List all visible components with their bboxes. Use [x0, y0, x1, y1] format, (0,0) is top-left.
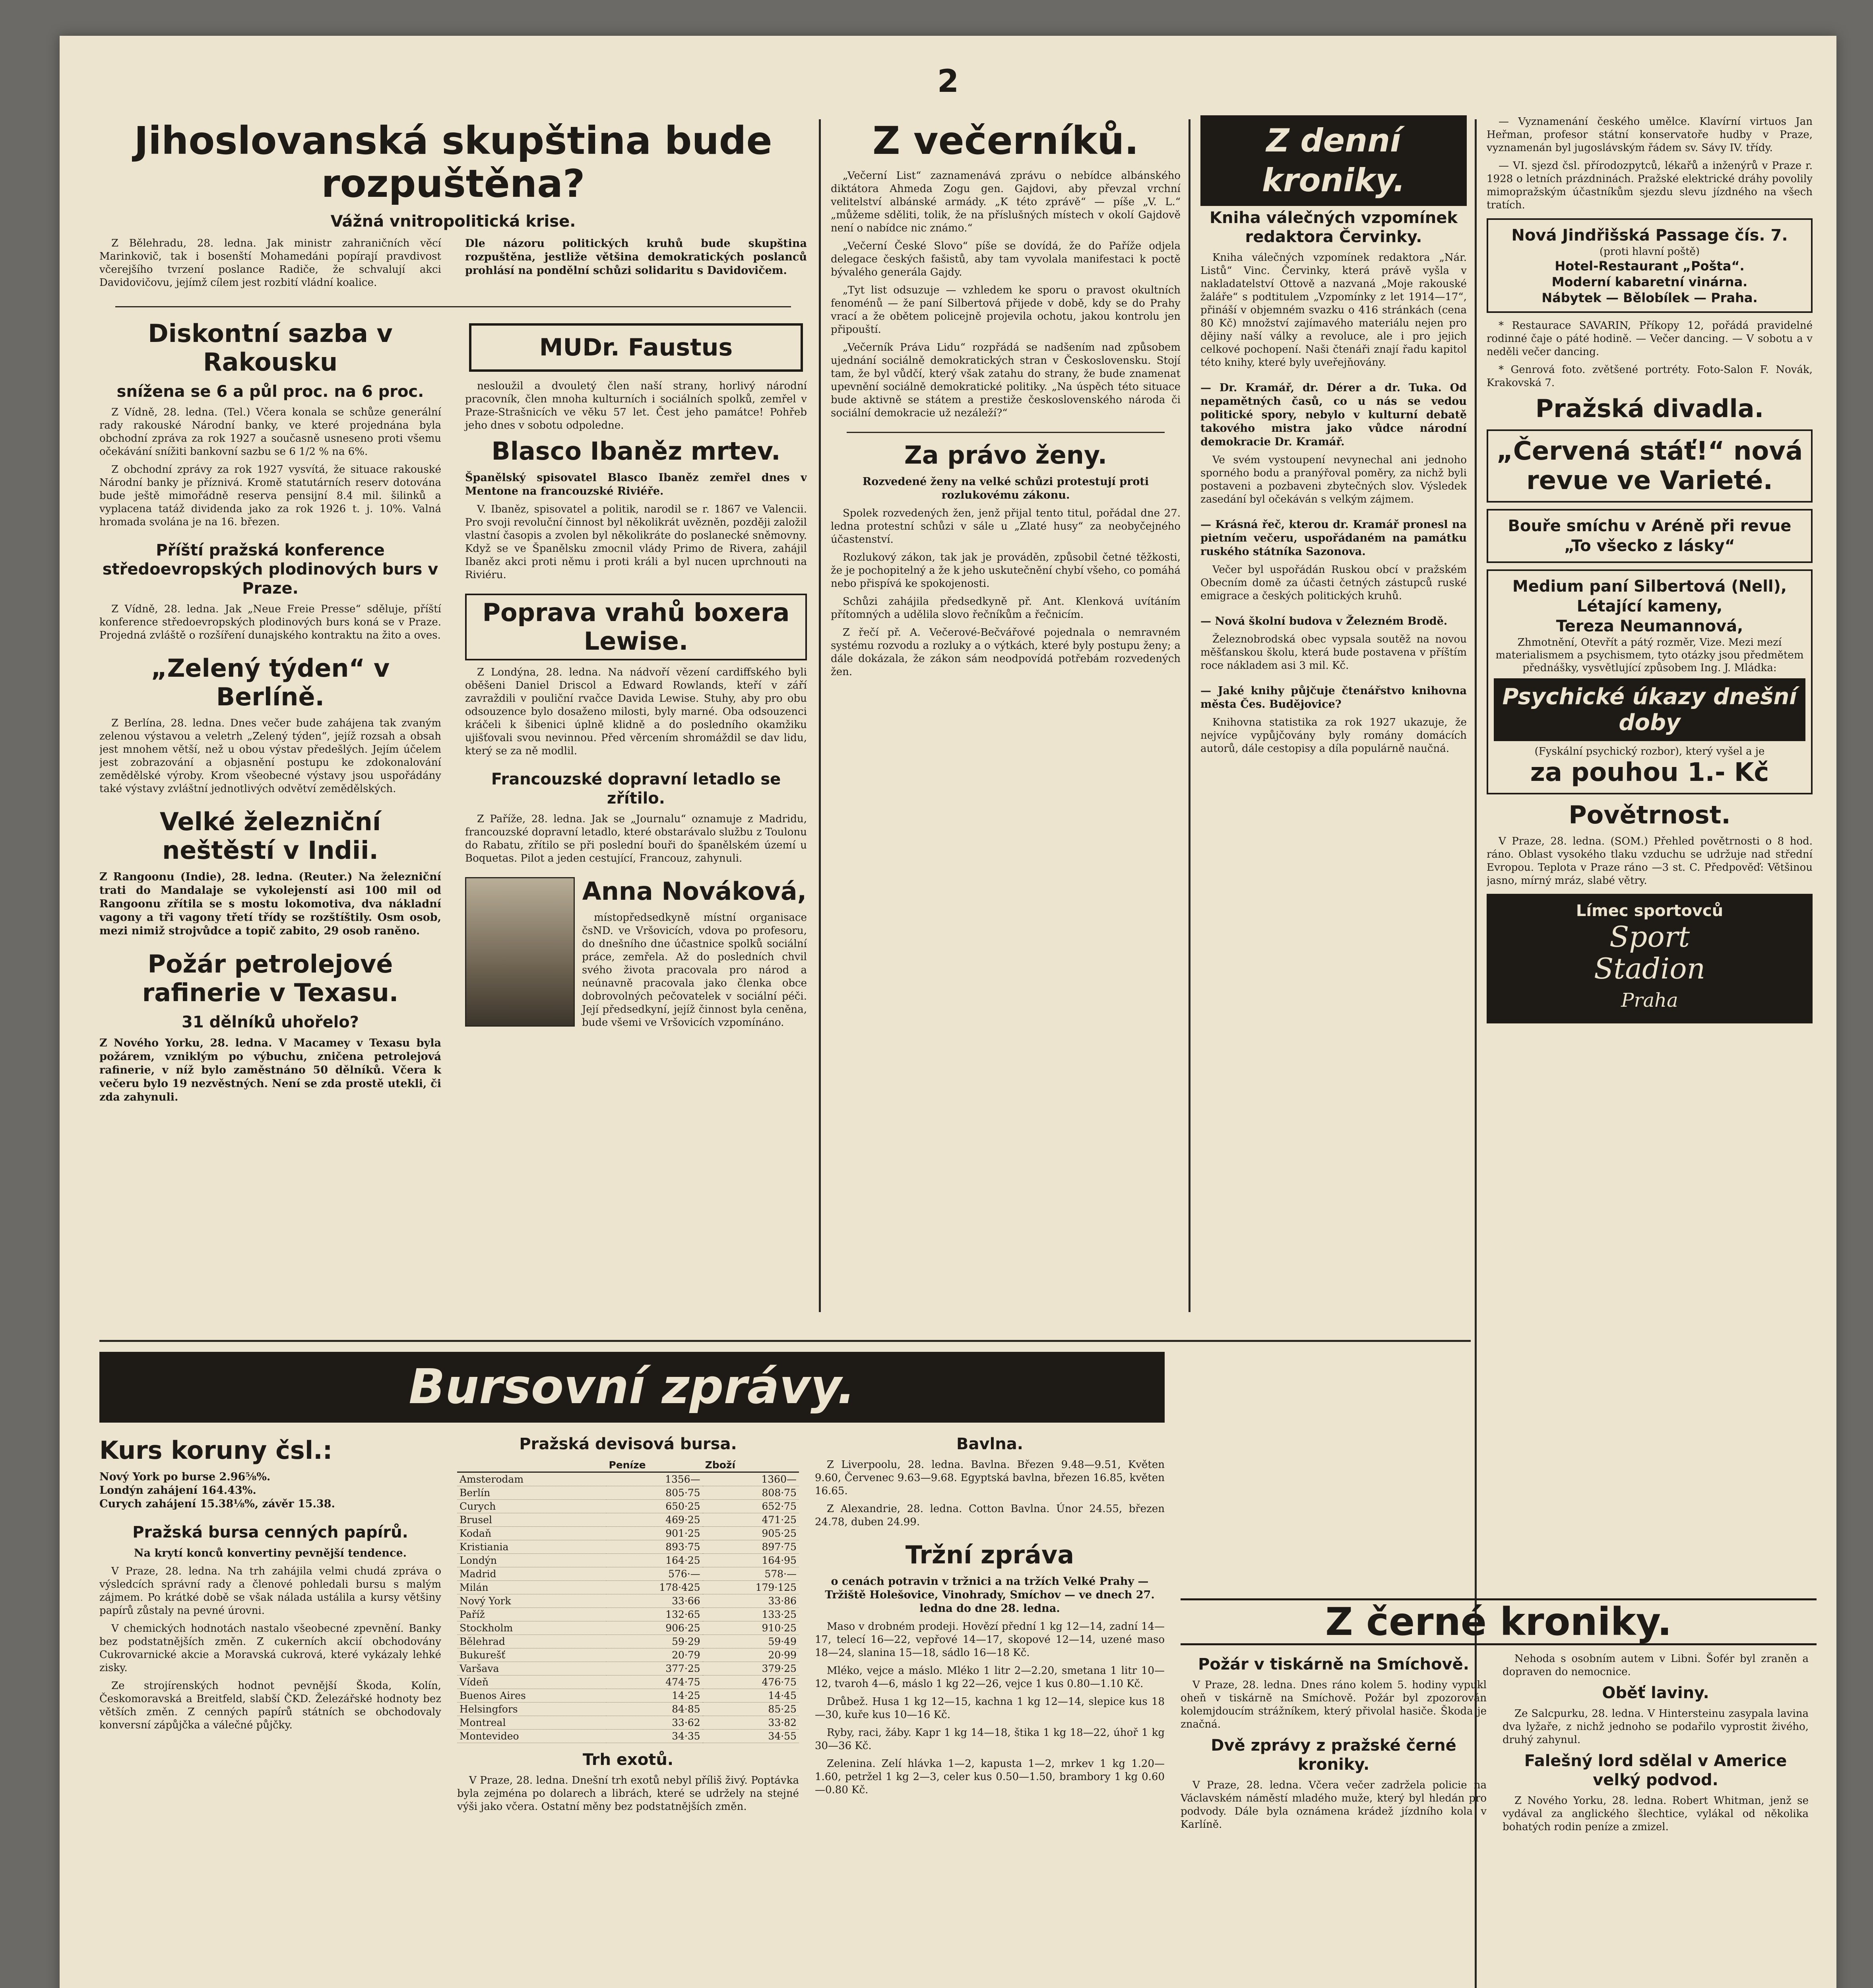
paragraph: Maso v drobném prodeji. Hovězí přední 1 kg 12—14, zadní 14—17, telecí 16—22, vepřové 14—17, skopové 12—14, uzené maso 18—24, slanina 15—18, sádlo 16—18 Kč. [815, 1621, 1165, 1659]
currency-name: Helsingfors [457, 1703, 606, 1716]
cerna-col-1 [1181, 1652, 1487, 1836]
paragraph: V Praze, 28. ledna. Dnešní trh exotů nebyl příliš živý. Poptávka byla zejména po dolarech a librách, které se udržely na stejné výši jako včera. Ostatní měny bez podstatnějších změn. [457, 1774, 799, 1813]
paragraph: Rozlukový zákon, tak jak je prováděn, způsobil četné těžkosti, že je pochopitelný a že k jeho uskutečnění chybí všeho, co pomáhá nebo přispívá ke spokojenosti. [831, 551, 1181, 590]
table-row [457, 1567, 799, 1581]
currency-name: Madrid [457, 1567, 606, 1581]
table-row [457, 1594, 799, 1608]
paragraph: Schůzi zahájila předsedkyně př. Ant. Klenková uvítáním přítomných a udělila slovo řečníkům a řečnicím. [831, 596, 1181, 621]
rate-cell: 471·25 [703, 1513, 799, 1527]
article-pamatka [1200, 518, 1467, 603]
paragraph: „Večerní List“ zaznamenává zprávu o nebídce albánského diktátora Ahmeda Zogu gen. Gajdovi, aby převzal vrchní velitelství albánské armády. „K této zprávě“ — píše „V. L.“ „můžeme sděliti, tolik, že na příslušných místech v okolí Gajdově není o nabídce nic známo.“ [831, 170, 1181, 234]
paragraph: Železnobrodská obec vypsala soutěž na novou měšťanskou školu, která bude postavena v příštím roce nákladem asi 3 mil. Kč. [1200, 633, 1467, 672]
article-bavlna [815, 1435, 1165, 1529]
currency-name: Paříž [457, 1608, 606, 1621]
paragraph: * Genrová foto. zvětšené portréty. Foto-Salon F. Novák, Krakovská 7. [1487, 364, 1813, 389]
article-novakova [465, 877, 807, 1029]
section-banner: Bursovní zprávy. [99, 1352, 1165, 1423]
rate-cell: 164·95 [703, 1554, 799, 1567]
paragraph: Ve svém vystoupení nevynechal ani jednoho sporného bodu a pranýřoval poměry, za nichž byli postaveni a pozbaveni zbytečných slov. Výsledek zasedání byl očekáván s velkým zájmem. [1200, 454, 1467, 505]
paragraph: Ze Salcpurku, 28. ledna. V Hintersteinu zasypala lavina dva lyžaře, z nichž jednoho se podařilo vyprostit živého, druhý zahynul. [1503, 1708, 1809, 1746]
article-citarna [1200, 684, 1467, 755]
headline: Kniha válečných vzpomínek redaktora Červinky. [1210, 209, 1458, 246]
paragraph: * Restaurace SAVARIN, Příkopy 12, pořádá pravidelné rodinné čaje o páté hodině. — Večer dancing. — V sobotu a v neděli večer dancing. [1487, 320, 1813, 358]
ad-title: Nová Jindřišská Passage čís. 7. [1511, 226, 1788, 245]
lead-wrap [99, 237, 441, 294]
article-vecernik [831, 119, 1181, 420]
headline: Oběť laviny. [1602, 1684, 1709, 1702]
paragraph: Z Berlína, 28. ledna. Dnes večer bude zahájena tak zvaným zelenou výstavou a veletrh „Zelený týden“, jejíž rozsah a obsah jest mnohem větší, než u obou výstav předešlých. Jejím účelem jest zobrazování a objasnění postupu ke zdokonalování zemědělské výroby. Krom všeobecné výstavy jsou uspořádány také výstavy zvláštní jednotlivých odvětví zemědělských. [99, 717, 441, 795]
ad-line: Tereza Neumannová, [1556, 617, 1743, 635]
paragraph: — Krásná řeč, kterou dr. Kramář pronesl na pietním večeru, uspořádaném na památku ruského státníka Sazonova. [1200, 518, 1467, 558]
paragraph: Drůbež. Husa 1 kg 12—15, kachna 1 kg 12—14, slepice kus 18—30, kuře kus 10—16 Kč. [815, 1696, 1165, 1721]
headline: Z večerníků. [873, 118, 1139, 163]
article-konference [99, 541, 441, 642]
currency-name: Varšava [457, 1662, 606, 1675]
ad-line: Hotel-Restaurant „Pošta“. [1555, 258, 1745, 274]
currency-name: Vídeň [457, 1675, 606, 1689]
ad-highlight: Psychické úkazy dnešní doby [1494, 678, 1805, 741]
paragraph: Mléko, vejce a máslo. Mléko 1 litr 2—2.20, smetana 1 litr 10—12, tvaroh 4—6, máslo 1 kg 22—26, vejce 1 kus 0.80—1.10 Kč. [815, 1665, 1165, 1690]
table-row [457, 1540, 799, 1554]
rate-cell: 476·75 [703, 1675, 799, 1689]
paragraph: Spolek rozvedených žen, jenž přijal tento titul, pořádal dne 27. ledna protestní schůzi v sále u „Zlaté husy“ za neobyčejného účastenství. [831, 507, 1181, 546]
headline: Pražská devisová bursa. [519, 1435, 737, 1453]
article-koruna [99, 1436, 441, 1511]
rate-cell: 84·85 [606, 1703, 702, 1716]
headline: Kurs koruny čsl.: [99, 1436, 333, 1465]
subheadline: 31 dělníků uhořelo? [182, 1013, 359, 1031]
bursa-section [99, 1352, 1165, 1988]
headline: Pražská bursa cenných papírů. [132, 1523, 408, 1541]
rate-cell: 808·75 [703, 1486, 799, 1500]
table-row [457, 1716, 799, 1730]
rate-cell: 1356— [606, 1472, 702, 1486]
ad-line: Límec sportovců [1576, 902, 1724, 920]
rate-cell: 14·45 [703, 1689, 799, 1703]
paragraph: Zelenina. Zelí hlávka 1—2, kapusta 1—2, mrkev 1 kg 1.20—1.60, petržel 1 kg 2—3, celer kus 0.50—1.50, brambory 1 kg 0.60—0.80 Kč. [815, 1758, 1165, 1796]
subheadline: snížena se 6 a půl proc. na 6 proc. [116, 382, 424, 401]
ad-script: Stadion [1594, 952, 1706, 985]
ad-text: Bouře smíchu v Aréně při revue „To všecko z lásky“ [1508, 517, 1792, 555]
rate-cell: 893·75 [606, 1540, 702, 1554]
newspaper-page [60, 36, 1836, 1988]
ad-subtitle: (proti hlavní poště) [1599, 246, 1700, 258]
paragraph: Z řečí př. A. Večerové-Bečvářové pojednala o nemravném systému rozvodu a rozluky a o výtkách, které byly postupu ženy; a dále dokázala, že zákon sám neodpovídá potřebám rozvedených žen. [831, 627, 1181, 678]
paragraph: V Praze, 28. ledna. (SOM.) Přehled povětrnosti o 8 hod. ráno. Oblast vysokého tlaku vzduchu se udržuje nad střední Evropou. Teplota v Praze ráno —3 st. C. Předpověď: Většinou jasno, mírný mráz, slabé větry. [1487, 835, 1813, 887]
currency-name: Berlín [457, 1486, 606, 1500]
headline: Pražská divadla. [1535, 394, 1764, 423]
ad-script: Praha [1621, 989, 1678, 1011]
table-row [457, 1675, 799, 1689]
ad-line: Moderní kabaretní vinárna. [1551, 274, 1748, 289]
table-row [457, 1527, 799, 1540]
table-row [457, 1703, 799, 1716]
headline: Velké železniční neštěstí v Indii. [159, 807, 381, 865]
table-row [457, 1486, 799, 1500]
bursa-col-2 [457, 1432, 799, 1825]
ad-text: „Červená stáť!“ nová revue ve Varieté. [1496, 437, 1803, 495]
rate-cell: 905·25 [703, 1527, 799, 1540]
article-skola [1200, 615, 1467, 672]
ad-line: Medium paní Silbertová (Nell), [1512, 577, 1787, 596]
currency-name: Buenos Aires [457, 1689, 606, 1703]
article-poprava [465, 594, 807, 758]
ad-line: Létající kameny, [1576, 597, 1723, 615]
rate-cell: 897·75 [703, 1540, 799, 1554]
rate-cell: 576·— [606, 1567, 702, 1581]
paragraph: Španělský spisovatel Blasco Ibaněz zemřel dnes v Mentone na francouzské Riviéře. [465, 472, 807, 497]
table-header-row [457, 1458, 799, 1472]
paragraph: nesloužil a dvouletý člen naší strany, horlivý národní pracovník, člen mnoha kulturních i sociálních spolků, zemřel v Praze-Strašnicích ve věku 57 let. Čest jeho památce! Pohřeb jeho dnes v sobotu odpoledne. [465, 380, 807, 431]
paragraph: Z Londýna, 28. ledna. Na nádvoří vězení cardiffského byli oběšeni Daniel Driscol a Edward Rowlands, kteří v září zavraždili v pouliční rvačce Davida Lewise. Stuhy, aby pro obu odsouzence bylo dosaženo milosti, byly marné. Oba odsouzenci kráčeli k šibenici úplně klidně a do posledního okamžiku ujišťovali svou nevinnou. Před věrcením shromáždil se dav lidu, který se za ně modlil. [465, 666, 807, 757]
hotel-ad [1487, 218, 1813, 313]
table-row [457, 1472, 799, 1486]
paragraph: Z Rangoonu (Indie), 28. ledna. (Reuter.) Na železniční trati do Mandalaje se vykolejenstí asi 100 mil od Rangoonu zřítila se s mostu lokomotiva, dva nákladní vagony a tři vagony třetí třídy se rozštíštily. Osm osob, mezi nimiž strojvůdce a topič zabito, 29 osob raněno. [99, 871, 441, 937]
vecerniku-column [831, 115, 1181, 1332]
rate-cell: 578·— [703, 1567, 799, 1581]
rate-cell: 85·25 [703, 1703, 799, 1716]
left-column [99, 115, 807, 1332]
ad-small: Zhmotnění, Otevřít a pátý rozměr, Vize. Mezi mezí materialismem a psychismem, tyto otázky jsou předmětem přednášky, vysvětlující způsobem Ing. J. Mládka: [1495, 637, 1804, 674]
headline: Francouzské dopravní letadlo se zřítilo. [491, 770, 781, 808]
paragraph: místopředsedkyně místní organisace čsND. ve Vršovicích, vdova po profesoru, do dnešního dne účastnice spolků sociální práce, zemřela. Až do posledních chvil svého života pracovala pro národ a neúnavně pracovala jako členka obce dobrovolných pečovatelek v sociální péči. Její předsedkyní, jejíž činnost byla ceněna, bude všemi ve Vršovicích vzpomínáno. [582, 912, 807, 1029]
headline: Požár v tiskárně na Smíchově. [1198, 1655, 1469, 1673]
rate-cell: 33·62 [606, 1716, 702, 1730]
paragraph: „Večerní České Slovo“ píše se dovídá, že do Paříže odjela delegace českých fašistů, aby tam vyvolala manifestaci k poctě bývalého generála Gajdy. [831, 240, 1181, 278]
varieté-ad [1487, 429, 1813, 503]
kurs-row: Nový York po burse 2.96⅝%. [99, 1471, 271, 1483]
rate-cell: 910·25 [703, 1621, 799, 1635]
rate-cell: 178·425 [606, 1581, 702, 1594]
rate-cell: 133·25 [703, 1608, 799, 1621]
separator [115, 306, 791, 307]
headline: Požár petrolejové rafinerie v Texasu. [142, 949, 399, 1007]
rate-cell: 34·35 [606, 1730, 702, 1743]
right-column [1487, 115, 1813, 1586]
sub-column [465, 315, 807, 1041]
paragraph: Ze strojírenských hodnot pevnější Škoda, Kolín, Českomoravská a Breitfeld, slabší ČKD. Železářské hodnoty bez větších změn. Z cenných papírů státních se obchodovaly konversní zápůjčka a válečné půjčky. [99, 1680, 441, 1731]
rate-cell: 20·79 [606, 1648, 702, 1662]
article-indie [99, 808, 441, 938]
section-rule [99, 1340, 1471, 1342]
article-ibanez [465, 437, 807, 582]
currency-name: Londýn [457, 1554, 606, 1567]
rate-cell: 650·25 [606, 1500, 702, 1513]
currency-name: Kristiania [457, 1540, 606, 1554]
faustus-ad: MUDr. Faustus [469, 323, 803, 372]
rate-cell: 1360— [703, 1472, 799, 1486]
rate-cell: 132·65 [606, 1608, 702, 1621]
paragraph: — VI. sjezd čsl. přírodozpytců, lékařů a inženýrů v Praze r. 1928 o letních prázdninách. Pražské elektrické dráhy povolily mimopražským účastníkům sjezdu slevu jízdného na všech tratích. [1487, 160, 1813, 211]
bursa-col-3 [815, 1432, 1165, 1809]
rate-cell: 14·25 [606, 1689, 702, 1703]
headline: Za právo ženy. [904, 441, 1107, 470]
paragraph: V. Ibaněz, spisovatel a politik, narodil se r. 1867 ve Valencii. Pro svoji revoluční činnost byl několikrát uvězněn, později založil vlastní časopis a zvolen byl několikráte do poslanecké sněmovny. Když se ve Španělsku zmocnil vlády Primo de Rivera, zahájil Ibaněz akci proti němu i proti králi a byl nucen uprchnouti na Riviéru. [465, 503, 807, 581]
headline: Povětrnost. [1569, 800, 1731, 829]
table-row [457, 1635, 799, 1648]
headline: Dvě zprávy z pražské černé kroniky. [1211, 1736, 1456, 1774]
sub-column [99, 315, 441, 1116]
paragraph: V Praze, 28. ledna. Na trh zahájila velmi chudá zpráva o výsledcích správní rady a členové pohledali bursu s malým zájmem. Po krátké době se však nálada ustálila a kursy většiny papírů zůstaly na pevné úrovni. [99, 1565, 441, 1617]
paragraph: Z Alexandrie, 28. ledna. Cotton Bavlna. Únor 24.55, březen 24.78, duben 24.99. [815, 1503, 1165, 1528]
table-row [457, 1730, 799, 1743]
ad-script: Sport [1609, 920, 1690, 953]
section-banner: Z černé kroniky. [1181, 1598, 1817, 1645]
headline: Poprava vrahů boxera Lewise. [465, 594, 807, 660]
paragraph: Z Paříže, 28. ledna. Jak se „Journalu“ oznamuje z Madridu, francouzské dopravní letadlo, které obstarávalo službu z Toulonu do Rabatu, zřítilo se při poslední bouři do španělském území u Boquetas. Pilot a jeden cestující, Francouz, zahynuli. [465, 813, 807, 864]
ad-small: (Fyskální psychický rozbor), který vyšel a je [1534, 746, 1765, 757]
rate-cell: 179·125 [703, 1581, 799, 1594]
headline: Anna Nováková, [582, 877, 807, 906]
paragraph: Knihovna statistika za rok 1927 ukazuje, že nejvíce vypůjčovány byly romány domácích autorů, dále cestopisy a díla populárně naučná. [1200, 716, 1467, 755]
table-row [457, 1500, 799, 1513]
rate-cell: 469·25 [606, 1513, 702, 1527]
rate-cell: 474·75 [606, 1675, 702, 1689]
article-kramar [1200, 381, 1467, 506]
separator [847, 432, 1165, 433]
rate-cell: 652·75 [703, 1500, 799, 1513]
ad-price: za pouhou 1.- Kč [1530, 758, 1769, 787]
rate-cell: 164·25 [606, 1554, 702, 1567]
ad-line: Nábytek — Bělobílek — Praha. [1541, 290, 1758, 305]
page-number: 2 [937, 64, 959, 99]
cerna-kronika [1181, 1594, 1817, 1988]
headline: Tržní zpráva [905, 1540, 1074, 1569]
rate-cell: 59·49 [703, 1635, 799, 1648]
rate-cell: 377·25 [606, 1662, 702, 1675]
paragraph: — Jaké knihy půjčuje čtenářstvo knihovna města Čes. Budějovice? [1200, 685, 1467, 711]
paragraph: — Vyznamenání českého umělce. Klavírní virtuos Jan Heřman, profesor státní konservatoře hudby v Praze, vyznamenán byl jugoslávským řádem sv. Sávy IV. třídy. [1487, 116, 1813, 154]
rate-cell: 901·25 [606, 1527, 702, 1540]
portrait-photo [465, 877, 575, 1027]
subheadline: Na krytí konců konvertiny pevnější tendence. [134, 1547, 407, 1559]
devisy-table [457, 1458, 799, 1743]
paragraph: — Nová školní budova v Železném Brodě. [1200, 615, 1448, 627]
rate-cell: 33·82 [703, 1716, 799, 1730]
sport-collar-ad [1487, 894, 1813, 1023]
paragraph: Z Liverpoolu, 28. ledna. Bavlna. Březen 9.48—9.51, Květen 9.60, Červenec 9.63—9.68. Egyptská bavlna, březen 16.85, květen 16.65. [815, 1459, 1165, 1497]
currency-name: Montevideo [457, 1730, 606, 1743]
currency-name: Curych [457, 1500, 606, 1513]
paragraph: V Praze, 28. ledna. Dnes ráno kolem 5. hodiny vypukl oheň v tiskárně na Smíchově. Požár byl zpozorován kolemjdoucím strážníkem, který přivolal hasiče. Škoda je značná. [1181, 1679, 1487, 1730]
article-vzpominky [1200, 208, 1467, 369]
paragraph: Z Vídně, 28. ledna. (Tel.) Včera konala se schůze generální rady rakouské Národní banky, ve které projednána byla obchodní zpráva za rok 1927 a současně usneseno proti všemu očekávání snížiti bankovní sazbu se 6 1/2 % na 6%. [99, 406, 441, 458]
table-row [457, 1554, 799, 1567]
column-rule [819, 119, 821, 1312]
currency-name: Montreal [457, 1716, 606, 1730]
paragraph: Kniha válečných vzpomínek redaktora „Nár. Listů“ Vinc. Červinky, která právě vyšla v nakladatelství Ottově a nazvaná „Moje rakouské žaláře“ s podtitulem „Vzpomínky z let 1914—17“, přináší v objemném svazku o 416 stránkách (cena 80 Kč) množství zajímavého materiálu nejen pro dějiny naší války a revoluce, ale i pro jejich celkové pochopení. Naši čtenáři znají řadu kapitol této knihy, které byly uveřejňovány. [1200, 252, 1467, 369]
headline: „Zelený týden“ v Berlíně. [151, 654, 390, 711]
paragraph: Z Nového Yorku, 28. ledna. Robert Whitman, jenž se vydával za anglického šlechtice, vylákal od několika bohatých rodin peníze a zmizel. [1503, 1795, 1809, 1833]
paragraph: Večer byl uspořádán Ruskou obcí v pražském Obecním domě za účasti četných zástupců ruské emigrace a českých politických kruhů. [1200, 564, 1467, 602]
rate-cell: 33·66 [606, 1594, 702, 1608]
paragraph: Nehoda s osobním autem v Libni. Šofér byl zraněn a dopraven do nemocnice. [1503, 1653, 1809, 1678]
article-exoty [457, 1750, 799, 1813]
article-cenne [99, 1523, 441, 1732]
paragraph: V Praze, 28. ledna. Včera večer zadržela policie na Václavském náměstí mladého muže, který byl hledán pro podvody. Dále byla oznámena krádež jízdního kola v Karlíně. [1181, 1779, 1487, 1831]
headline: Diskontní sazba v Rakousku [148, 319, 393, 377]
paragraph: — Dr. Kramář, dr. Dérer a dr. Tuka. Od nepamětných časů, co u nás se vedou politické spory, nebylo v kulturní debatě takového mistra jako vůdce národní demokracie Dr. Kramář. [1200, 382, 1467, 448]
lead-wrap [465, 237, 807, 282]
paragraph: „Večerník Práva Lidu“ rozpřádá se nadšením nad způsobem ujednání sociálně demokratických stran v Československu. Stojí tam, že byl vůdčí, který však zatahu do strany, že bude znamenat upevnění sociálně demokratické politiky. „Na úspěch této situace bude aktivně se státem a prestiže československého národa či sociální demokracie už nezáleží?“ [831, 342, 1181, 419]
column-rule [1189, 119, 1190, 1312]
column-header: Zboží [703, 1458, 799, 1472]
currency-name: Milán [457, 1581, 606, 1594]
currency-name: Brusel [457, 1513, 606, 1527]
currency-name: Stockholm [457, 1621, 606, 1635]
article-letadlo [465, 770, 807, 865]
article-tyden [99, 654, 441, 796]
paragraph: Ryby, raci, žáby. Kapr 1 kg 14—18, štika 1 kg 18—22, úhoř 1 kg 30—36 Kč. [815, 1727, 1165, 1752]
paragraph: Z Vídně, 28. ledna. Jak „Neue Freie Presse“ sděluje, příští konference středoevropských plodinových burs koná se v Praze. Projedná zvláště o rozšíření dunajského kontraktu na žito a oves. [99, 603, 441, 641]
table-row [457, 1608, 799, 1621]
headline: Jihoslovanská skupština bude rozpuštěna? [134, 118, 772, 206]
rate-cell: 805·75 [606, 1486, 702, 1500]
table-row [457, 1689, 799, 1703]
currency-name: Kodaň [457, 1527, 606, 1540]
rate-cell: 59·29 [606, 1635, 702, 1648]
subheadline: Rozvedené ženy na velké schůzi protestují proti rozlukovému zákonu. [862, 476, 1149, 501]
currency-name: Bukurešť [457, 1648, 606, 1662]
headline: Blasco Ibaněz mrtev. [491, 437, 781, 466]
rate-cell: 34·55 [703, 1730, 799, 1743]
paragraph: Z Nového Yorku, 28. ledna. V Macamey v Texasu byla požárem, vzniklým po výbuchu, zničena petrolejová rafinerie, v níž bylo zaměstnáno 50 dělníků. Včera k večeru bylo 19 nezvěstných. Není se zda prostě utekli, či zda zahynuli. [99, 1037, 441, 1103]
article-zbozi [815, 1541, 1165, 1797]
article-diskont [99, 319, 441, 529]
rate-cell: 379·25 [703, 1662, 799, 1675]
subheadline: o cenách potravin v tržnici a na tržích Velké Prahy — Tržiště Holešovice, Vinohrady, Smíchov — ve dnech 27. ledna do dne 28. ledna. [825, 1575, 1155, 1615]
kronika-column [1200, 115, 1467, 1332]
silbertova-ad [1487, 569, 1813, 794]
column-header [457, 1458, 606, 1472]
paragraph: V chemických hodnotách nastalo všeobecné zpevnění. Banky bez podstatnějších změn. Z cukerních akcií obchodovány Cukrovarnické akcie a Moravská cukrová, které vykázaly lehké zisky. [99, 1623, 441, 1674]
table-row [457, 1581, 799, 1594]
subheadline: Vážná vnitropolitická krise. [330, 212, 576, 231]
headline: Trh exotů. [582, 1751, 674, 1769]
cerna-col-2 [1503, 1652, 1809, 1839]
paragraph: Z Bělehradu, 28. ledna. Jak ministr zahraničních věcí Marinkovič, tak i bosenští Mohamedáni popírají pravdivost včerejšího tvrzení poslance Radiče, že schvalují akci Davidovičovu, jejímž cílem jest rozbití vládní koalice. [99, 237, 441, 289]
rate-cell: 20·99 [703, 1648, 799, 1662]
article-texas [99, 950, 441, 1104]
paragraph: „Tyt list odsuzuje — vzhledem ke sporu o pravost okultních fenoménů — že paní Silbertová přijede v době, kdy se do Prahy vrací a že obětem policejně projevila ochotu, jakou kontrolu jen připouští. [831, 284, 1181, 336]
kurs-row: Londýn zahájení 164.43%. [99, 1484, 256, 1497]
kurs-row: Curych zahájení 15.38⅛%, závěr 15.38. [99, 1498, 335, 1510]
article-zeny [831, 441, 1181, 679]
column-header: Peníze [606, 1458, 702, 1472]
headline: Příští pražská konference středoevropských plodinových burs v Praze. [102, 541, 438, 598]
devisy-body [457, 1472, 799, 1743]
rate-cell: 906·25 [606, 1621, 702, 1635]
arena-ad [1487, 509, 1813, 563]
paragraph: Z obchodní zprávy za rok 1927 vysvítá, že situace rakouské Národní banky je příznivá. Kromě statutárních reserv dotována bude ještě mimořádně reserva pensijní 8.4 mil. šilinků a vyplacena tatáž dividenda jako za rok 1926 t. j. 10%. Valná hromada svolána je na 16. březen. [99, 464, 441, 528]
table-row [457, 1648, 799, 1662]
table-row [457, 1621, 799, 1635]
currency-name: Amsterodam [457, 1472, 606, 1486]
headline: Bavlna. [956, 1435, 1023, 1453]
table-row [457, 1513, 799, 1527]
table-row [457, 1662, 799, 1675]
paragraph: Dle názoru politických kruhů bude skupština rozpuštěna, jestliže většina demokratických poslanců prohlásí na pondělní schůzi solidaritu s Davidovičem. [465, 237, 807, 277]
currency-name: Nový York [457, 1594, 606, 1608]
bursa-col-1 [99, 1432, 441, 1744]
article-skupstina [99, 119, 807, 294]
headline: Falešný lord sdělal v Americe velký podvod. [1524, 1752, 1787, 1789]
rate-cell: 33·86 [703, 1594, 799, 1608]
section-banner: Z denní kroniky. [1200, 115, 1467, 206]
currency-name: Bělehrad [457, 1635, 606, 1648]
